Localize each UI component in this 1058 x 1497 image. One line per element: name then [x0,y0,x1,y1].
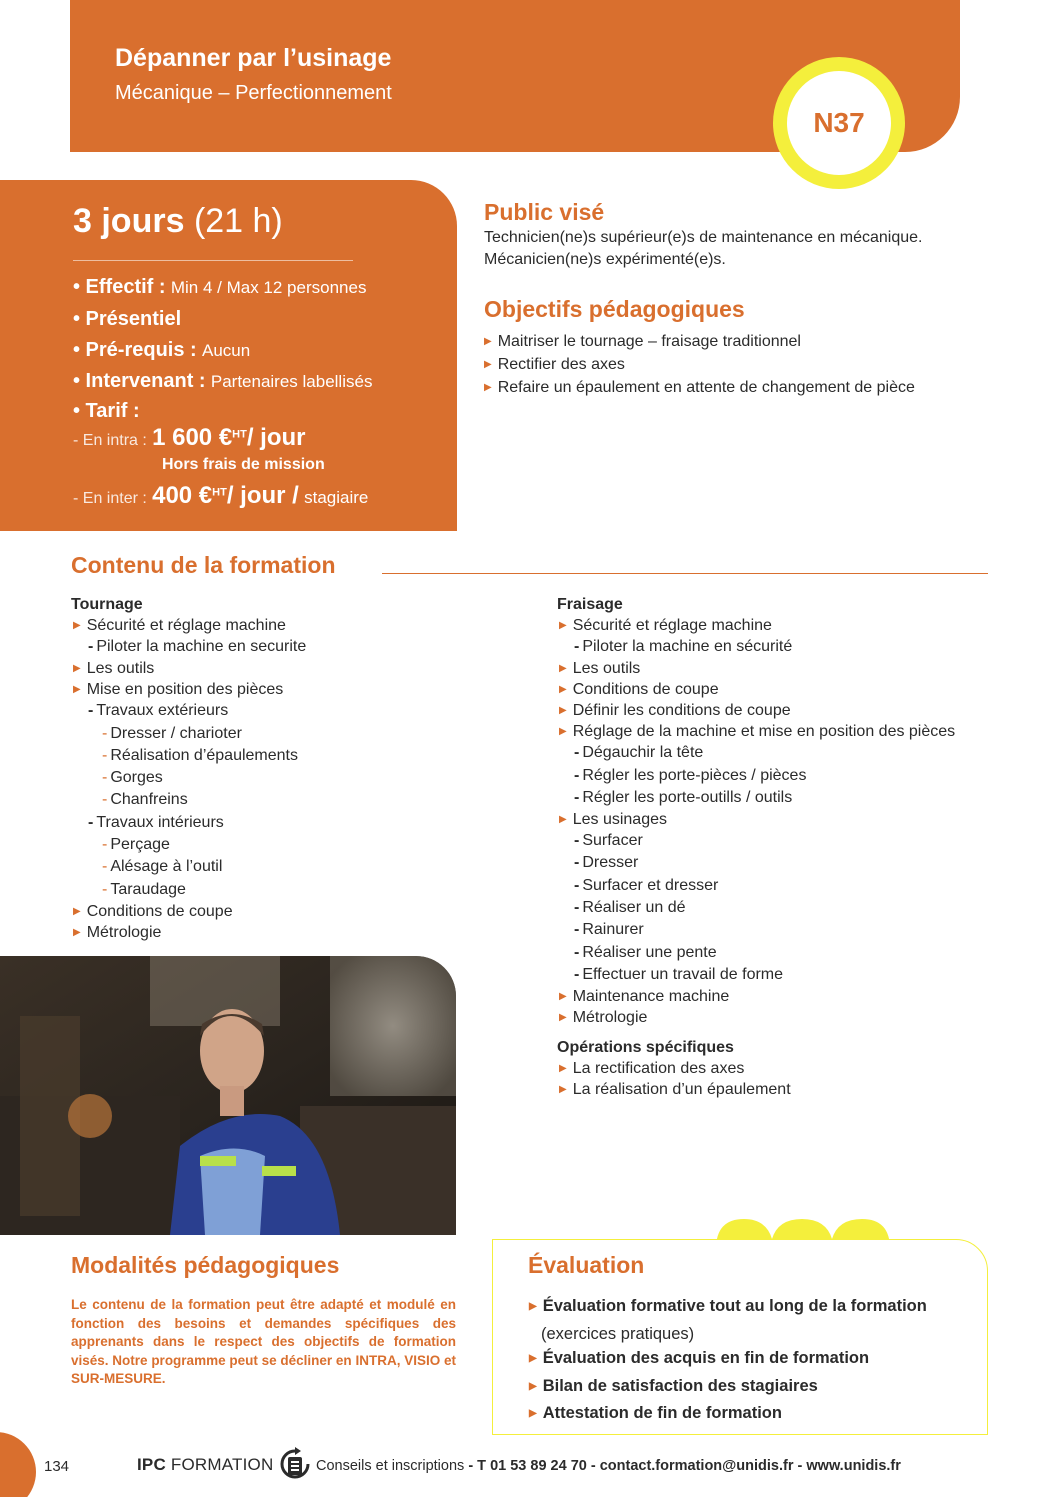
duration-hours: (21 h) [193,202,283,240]
page-title: Dépanner par l’usinage [115,44,392,72]
intra-note: Hors frais de mission [162,456,325,473]
list-item-text: Dégauchir la tête [582,744,704,762]
list-item-text: Métrologie [86,923,162,941]
tournage-title: Tournage [71,596,143,613]
list-item [557,964,955,986]
brand-rest: FORMATION [170,1455,274,1474]
list-item-text: Surfacer et dresser [582,876,719,894]
dash-bullet-icon: - [574,943,580,961]
inter-label: - En inter : [73,490,147,507]
list-item [557,700,955,721]
list-item-text: Mise en position des pièces [86,681,284,699]
list-item [71,679,306,700]
list-item-text: Chanfreins [110,791,188,809]
modalites-heading: Modalités pédagogiques [71,1252,340,1278]
dash-bullet-icon: - [574,788,580,806]
triangle-bullet-icon: ▶ [559,705,567,717]
list-item: ▶ Attestation de fin de formation [529,1404,782,1422]
list-item [557,1058,791,1079]
intra-label: - En intra : [73,432,147,449]
inter-unit: / jour / [226,482,299,509]
list-item [557,942,955,964]
list-item-text: Piloter la machine en sécurité [582,638,793,655]
operations-title: Opérations spécifiques [557,1039,734,1056]
dash-bullet-icon: - [102,880,108,898]
list-item-text: Conditions de coupe [86,902,233,920]
list-item [71,856,306,878]
evaluation-heading: Évaluation [528,1252,645,1278]
refresh-document-icon [279,1447,311,1483]
brand-bold: IPC [137,1455,166,1474]
presentiel-line [73,308,181,331]
inter-ht: HT [212,486,227,499]
dash-bullet-icon: - [574,965,580,983]
list-item [557,830,955,852]
contenu-heading: Contenu de la formation [71,552,336,578]
dash-bullet-icon: - [102,769,108,787]
tarif-label: • Tarif : [73,400,140,422]
tournage-column [71,594,306,943]
list-item [557,809,955,830]
dash-bullet-icon: - [574,744,580,762]
triangle-bullet-icon: ▶ [559,991,567,1003]
list-item [557,986,955,1007]
list-item [557,875,955,897]
list-item: ▶ Maitriser le tournage – fraisage traditionnel [484,333,801,350]
triangle-bullet-icon: ▶ [73,905,81,917]
list-item-text: Définir les conditions de coupe [572,702,791,720]
brand-logo [137,1455,273,1475]
triangle-bullet-icon: ▶ [73,663,81,675]
list-item-text: Réaliser une pente [582,943,717,961]
dash-bullet-icon: - [574,766,580,784]
fraisage-column [557,594,955,1028]
public-line-1: Technicien(ne)s supérieur(e)s de maintenance en mécanique. [484,229,923,246]
list-item [71,812,306,834]
prerequis-line [73,339,250,362]
intra-ht: HT [232,428,247,441]
mechanic-portrait-image [0,956,456,1235]
dash-bullet-icon: - [88,702,94,720]
list-item [71,723,306,745]
list-item [557,742,955,764]
triangle-bullet-icon: ▶ [559,1012,567,1024]
list-item [557,1007,955,1028]
dash-bullet-icon: - [574,832,580,850]
operations-column [557,1037,791,1100]
list-item: ▶ Refaire un épaulement en attente de changement de pièce [484,379,915,396]
list-item-text: Conditions de coupe [572,681,719,699]
duration-days: 3 jours [73,202,185,240]
footer-contact [316,1458,901,1474]
triangle-bullet-icon: ▶ [559,726,567,738]
list-item [557,1079,791,1100]
triangle-bullet-icon: ▶ [559,620,567,631]
list-item: ▶ Rectifier des axes [484,356,625,373]
list-item-text: Réalisation d’épaulements [110,746,298,764]
footer-contact-details: - T 01 53 89 24 70 - contact.formation@unidis.fr - www.unidis.fr [468,1458,901,1474]
triangle-bullet-icon: ▶ [484,359,492,370]
objectifs-heading: Objectifs pédagogiques [484,296,745,322]
triangle-bullet-icon: ▶ [484,382,492,393]
modalites-text: Le contenu de la formation peut être adapté et modulé en fonction des besoins et demandes spécifiques des apprenants dans le respect des objectifs de formation visés. Notre programme peut se décliner en INTRA, VISIO et SUR-MESURE. [71,1297,456,1386]
list-item: ▶ Évaluation des acquis en fin de formation [529,1349,870,1367]
list-item: (exercices pratiques) [541,1324,695,1343]
list-item-text: Les outils [86,660,155,678]
corner-decoration [0,1432,36,1497]
inter-price-line [73,482,368,510]
list-item [71,767,306,789]
objectifs-list [484,331,915,400]
prerequis-label: • Pré-requis : [73,339,197,361]
list-item [71,636,306,658]
list-item-text: Métrologie [572,1009,648,1027]
dash-bullet-icon: - [102,746,108,764]
list-item [557,897,955,919]
triangle-bullet-icon: ▶ [484,336,492,347]
list-item-text: Sécurité et réglage machine [572,617,772,634]
dash-bullet-icon: - [88,813,94,831]
evaluation-list [529,1294,927,1429]
triangle-bullet-icon: ▶ [559,1063,567,1074]
list-item [557,679,955,700]
dash-bullet-icon: - [574,899,580,917]
dash-bullet-icon: - [88,638,94,655]
triangle-bullet-icon: ▶ [73,684,81,696]
list-item [557,721,955,742]
triangle-bullet-icon: ▶ [73,620,81,631]
list-item: ▶ Bilan de satisfaction des stagiaires [529,1376,818,1395]
inter-suffix: stagiaire [304,488,369,507]
list-item-text: Taraudage [110,880,186,898]
triangle-bullet-icon: ▶ [529,1380,537,1392]
list-item-text: Régler les porte-outills / outils [582,788,793,806]
list-item-text: Sécurité et réglage machine [86,617,286,634]
list-item-text: Les usinages [572,811,667,829]
effectif-line [73,276,366,299]
triangle-bullet-icon: ▶ [529,1408,537,1419]
course-code: N37 [787,71,891,175]
intervenant-line [73,370,372,393]
list-item-text: Travaux extérieurs [96,702,229,720]
list-item [557,919,955,941]
page-number: 134 [44,1458,70,1475]
list-item [71,879,306,901]
dash-bullet-icon: - [102,836,108,854]
list-item-text: Les outils [572,660,641,678]
fraisage-title: Fraisage [557,596,623,613]
list-item-text: Surfacer [582,832,643,850]
list-item [71,745,306,767]
triangle-bullet-icon: ▶ [559,663,567,675]
list-item [71,834,306,856]
list-item-text: Travaux intérieurs [96,813,224,831]
list-item-text: La rectification des axes [572,1060,745,1077]
dash-bullet-icon: - [102,858,108,876]
list-item [557,636,955,658]
list-item [557,852,955,874]
intra-price: 1 600 € [152,424,233,451]
list-item-text: Piloter la machine en securite [96,638,307,655]
list-item [71,615,306,636]
triangle-bullet-icon: ▶ [529,1301,537,1312]
public-heading: Public visé [484,199,605,225]
page-subtitle: Mécanique – Perfectionnement [115,82,392,104]
public-text [484,227,922,271]
list-item [71,789,306,811]
list-item-text: Réaliser un dé [582,899,686,917]
list-item-text: Maintenance machine [572,988,730,1006]
dash-bullet-icon: - [574,876,580,894]
triangle-bullet-icon: ▶ [559,814,567,826]
info-divider [73,260,353,261]
section-divider [382,573,988,574]
list-item [557,658,955,679]
triangle-bullet-icon: ▶ [559,684,567,696]
footer-conseils: Conseils et inscriptions [316,1458,465,1474]
triangle-bullet-icon: ▶ [529,1353,537,1364]
dash-bullet-icon: - [574,854,580,872]
triangle-bullet-icon: ▶ [73,926,81,938]
triangle-bullet-icon: ▶ [559,1084,567,1095]
tarif-line [73,400,140,423]
list-item-text: Rainurer [582,921,644,939]
dash-bullet-icon: - [574,638,580,655]
intervenant-label: • Intervenant : [73,370,206,392]
intra-unit: / jour [246,424,306,451]
list-item [71,658,306,679]
list-item-text: Perçage [110,836,170,854]
list-item-text: La réalisation d’un épaulement [572,1081,791,1098]
dash-bullet-icon: - [102,724,108,742]
dash-bullet-icon: - [102,791,108,809]
list-item-text: Gorges [110,769,163,787]
list-item-text: Effectuer un travail de forme [582,965,784,983]
list-item [71,901,306,922]
list-item [71,700,306,722]
list-item-text: Dresser / charioter [110,724,242,742]
effectif-value: Min 4 / Max 12 personnes [170,278,367,297]
effectif-label: • Effectif : [73,276,166,298]
list-item-text: Réglage de la machine et mise en position des pièces [572,723,956,741]
list-item-text: Alésage à l’outil [110,858,223,876]
prerequis-value: Aucun [201,341,251,360]
list-item-text: Dresser [582,854,639,872]
course-info-box [0,180,457,531]
duration [73,202,283,241]
list-item [557,615,955,636]
inter-price: 400 € [152,482,213,509]
presentiel-label: • Présentiel [73,308,182,330]
intra-price-line [73,424,306,452]
list-item [71,922,306,943]
list-item: ▶ Évaluation formative tout au long de la formation [529,1297,927,1315]
dash-bullet-icon: - [574,921,580,939]
workshop-photo [0,956,456,1235]
public-line-2: Mécanicien(ne)s expérimenté(e)s. [484,251,726,268]
list-item-text: Régler les porte-pièces / pièces [582,766,807,784]
list-item [557,787,955,809]
intervenant-value: Partenaires labellisés [210,372,373,391]
course-code-badge [773,57,905,189]
list-item [557,765,955,787]
